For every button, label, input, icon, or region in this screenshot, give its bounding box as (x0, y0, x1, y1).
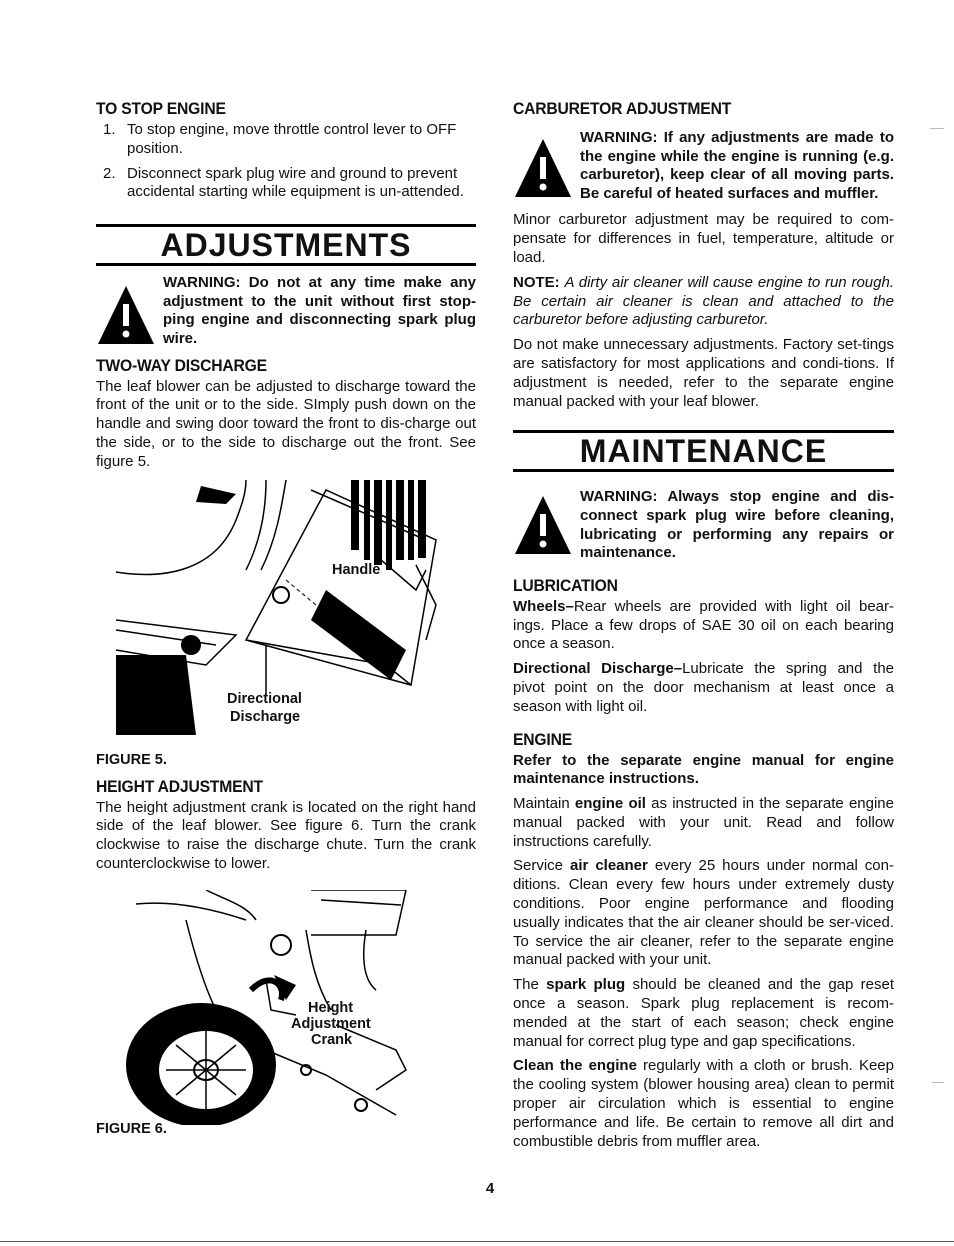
carburetor-heading: CARBURETOR ADJUSTMENT (513, 100, 732, 118)
maintenance-title: MAINTENANCE (579, 433, 828, 470)
stop-engine-list (96, 121, 476, 202)
engine-intro: Refer to the separate engine manual for engine maintenance instructions. (513, 751, 894, 788)
figure-5 (96, 480, 476, 742)
two-way-heading: TWO-WAY DISCHARGE (96, 356, 267, 375)
two-way-body: The leaf blower can be adjusted to discharge toward the front of the unit or to the side. SImply push down on the handle and swing door toward the front to dis-charge out the side, or to the side to discharge out the front. See figure 5. (96, 377, 476, 470)
figure-5-caption: FIGURE 5. (96, 751, 167, 768)
carburetor-note: NOTE: A dirty air cleaner will cause engine to run rough. Be certain air cleaner is clean and attached to the carburetor before adjusting carburetor. (513, 273, 894, 329)
carburetor-body-2: Do not make unnecessary adjustments. Factory set-tings are satisfactory for most applications and condi-tions. If adjustment is needed, refer to the separate engine manual packed with your leaf blower. (513, 336, 894, 410)
list-item: 1. To stop engine, move throttle control lever to OFF position. (103, 121, 457, 157)
figure-6-caption: FIGURE 6. (96, 1120, 167, 1137)
height-body: The height adjustment crank is located on the right hand side of the leaf blower. See figure 6. Turn the crank clockwise to raise the discharge chute. Turn the crank counterclockwise to lower. (96, 798, 476, 872)
directional-discharge-paragraph: Directional Discharge–Lubricate the spring and the pivot point on the door mechanism at least once a season with light oil. (513, 660, 894, 715)
adjustments-warning: WARNING: Do not at any time make any adjustment to the unit without first stop-ping engine and disconnecting spark plug wire. (96, 274, 476, 348)
clean-engine-paragraph: Clean the engine regularly with a cloth or brush. Keep the cooling system (blower housing area) clean to permit proper air circulation which is essential to engine performance and life. Be certain to remove all dirt and combustible debris from muffler area. (513, 1057, 894, 1150)
carburetor-warning: WARNING: If any adjustments are made to the engine while the engine is running (e.g. carburetor), keep clear of all moving parts. Be careful of heated surfaces and muffler. (513, 129, 894, 203)
maintenance-banner (513, 430, 894, 472)
margin-tick (932, 1082, 944, 1083)
carburetor-body: Minor carburetor adjustment may be required to com-pensate for differences in fuel, temperature, altitude or load. (513, 211, 894, 266)
height-heading: HEIGHT ADJUSTMENT (96, 777, 263, 796)
handle-label: Handle (332, 561, 381, 578)
lubrication-heading: LUBRICATION (513, 576, 618, 595)
maintenance-warning: WARNING: Always stop engine and dis-connect spark plug wire before cleaning, lubricating or performing any repairs or maintenance. (513, 488, 894, 562)
adjustments-title: ADJUSTMENTS (160, 227, 412, 264)
height-label: Height (308, 999, 354, 1016)
list-item: 2. Disconnect spark plug wire and ground to prevent accidental starting while equipment is un-attended. (103, 164, 464, 201)
page-number: 4 (485, 1180, 495, 1197)
adjustment-label: Adjustment (291, 1015, 371, 1032)
height-adjustment-crank-illustration (96, 890, 476, 1125)
directional-label: Directional (227, 690, 302, 707)
figure-6 (96, 890, 476, 1125)
air-cleaner-paragraph: Service air cleaner every 25 hours under normal con-ditions. Clean every few hours under extremely dusty conditions. Poor engine performance and flooding usually indicates that the air cleaner should be ser-viced. To service the air cleaner, refer to the separate engine manual packed with your unit. (513, 857, 894, 969)
warning-icon (96, 284, 156, 346)
engine-heading: ENGINE (513, 730, 572, 749)
bottom-rule (0, 1241, 954, 1242)
right-column (513, 100, 894, 1151)
discharge-label: Discharge (230, 708, 301, 725)
wheels-paragraph: Wheels–Rear wheels are provided with light oil bear-ings. Place a few drops of SAE 30 oil on each bearing once a season. (513, 597, 894, 653)
adjustments-banner (96, 224, 476, 266)
stop-engine-heading: TO STOP ENGINE (96, 100, 226, 118)
warning-icon (513, 137, 573, 199)
spark-plug-paragraph: The spark plug should be cleaned and the gap reset once a season. Spark plug replacement is recom-mended at the start of each season; check engine manual for correct plug type and gap specifications. (513, 976, 894, 1050)
crank-label: Crank (311, 1031, 353, 1048)
warning-icon (513, 494, 573, 556)
left-column (96, 100, 476, 1137)
engine-oil-paragraph: Maintain engine oil as instructed in the separate engine manual packed with your unit. Read and follow instructions carefully. (513, 795, 894, 850)
margin-tick (930, 128, 944, 129)
